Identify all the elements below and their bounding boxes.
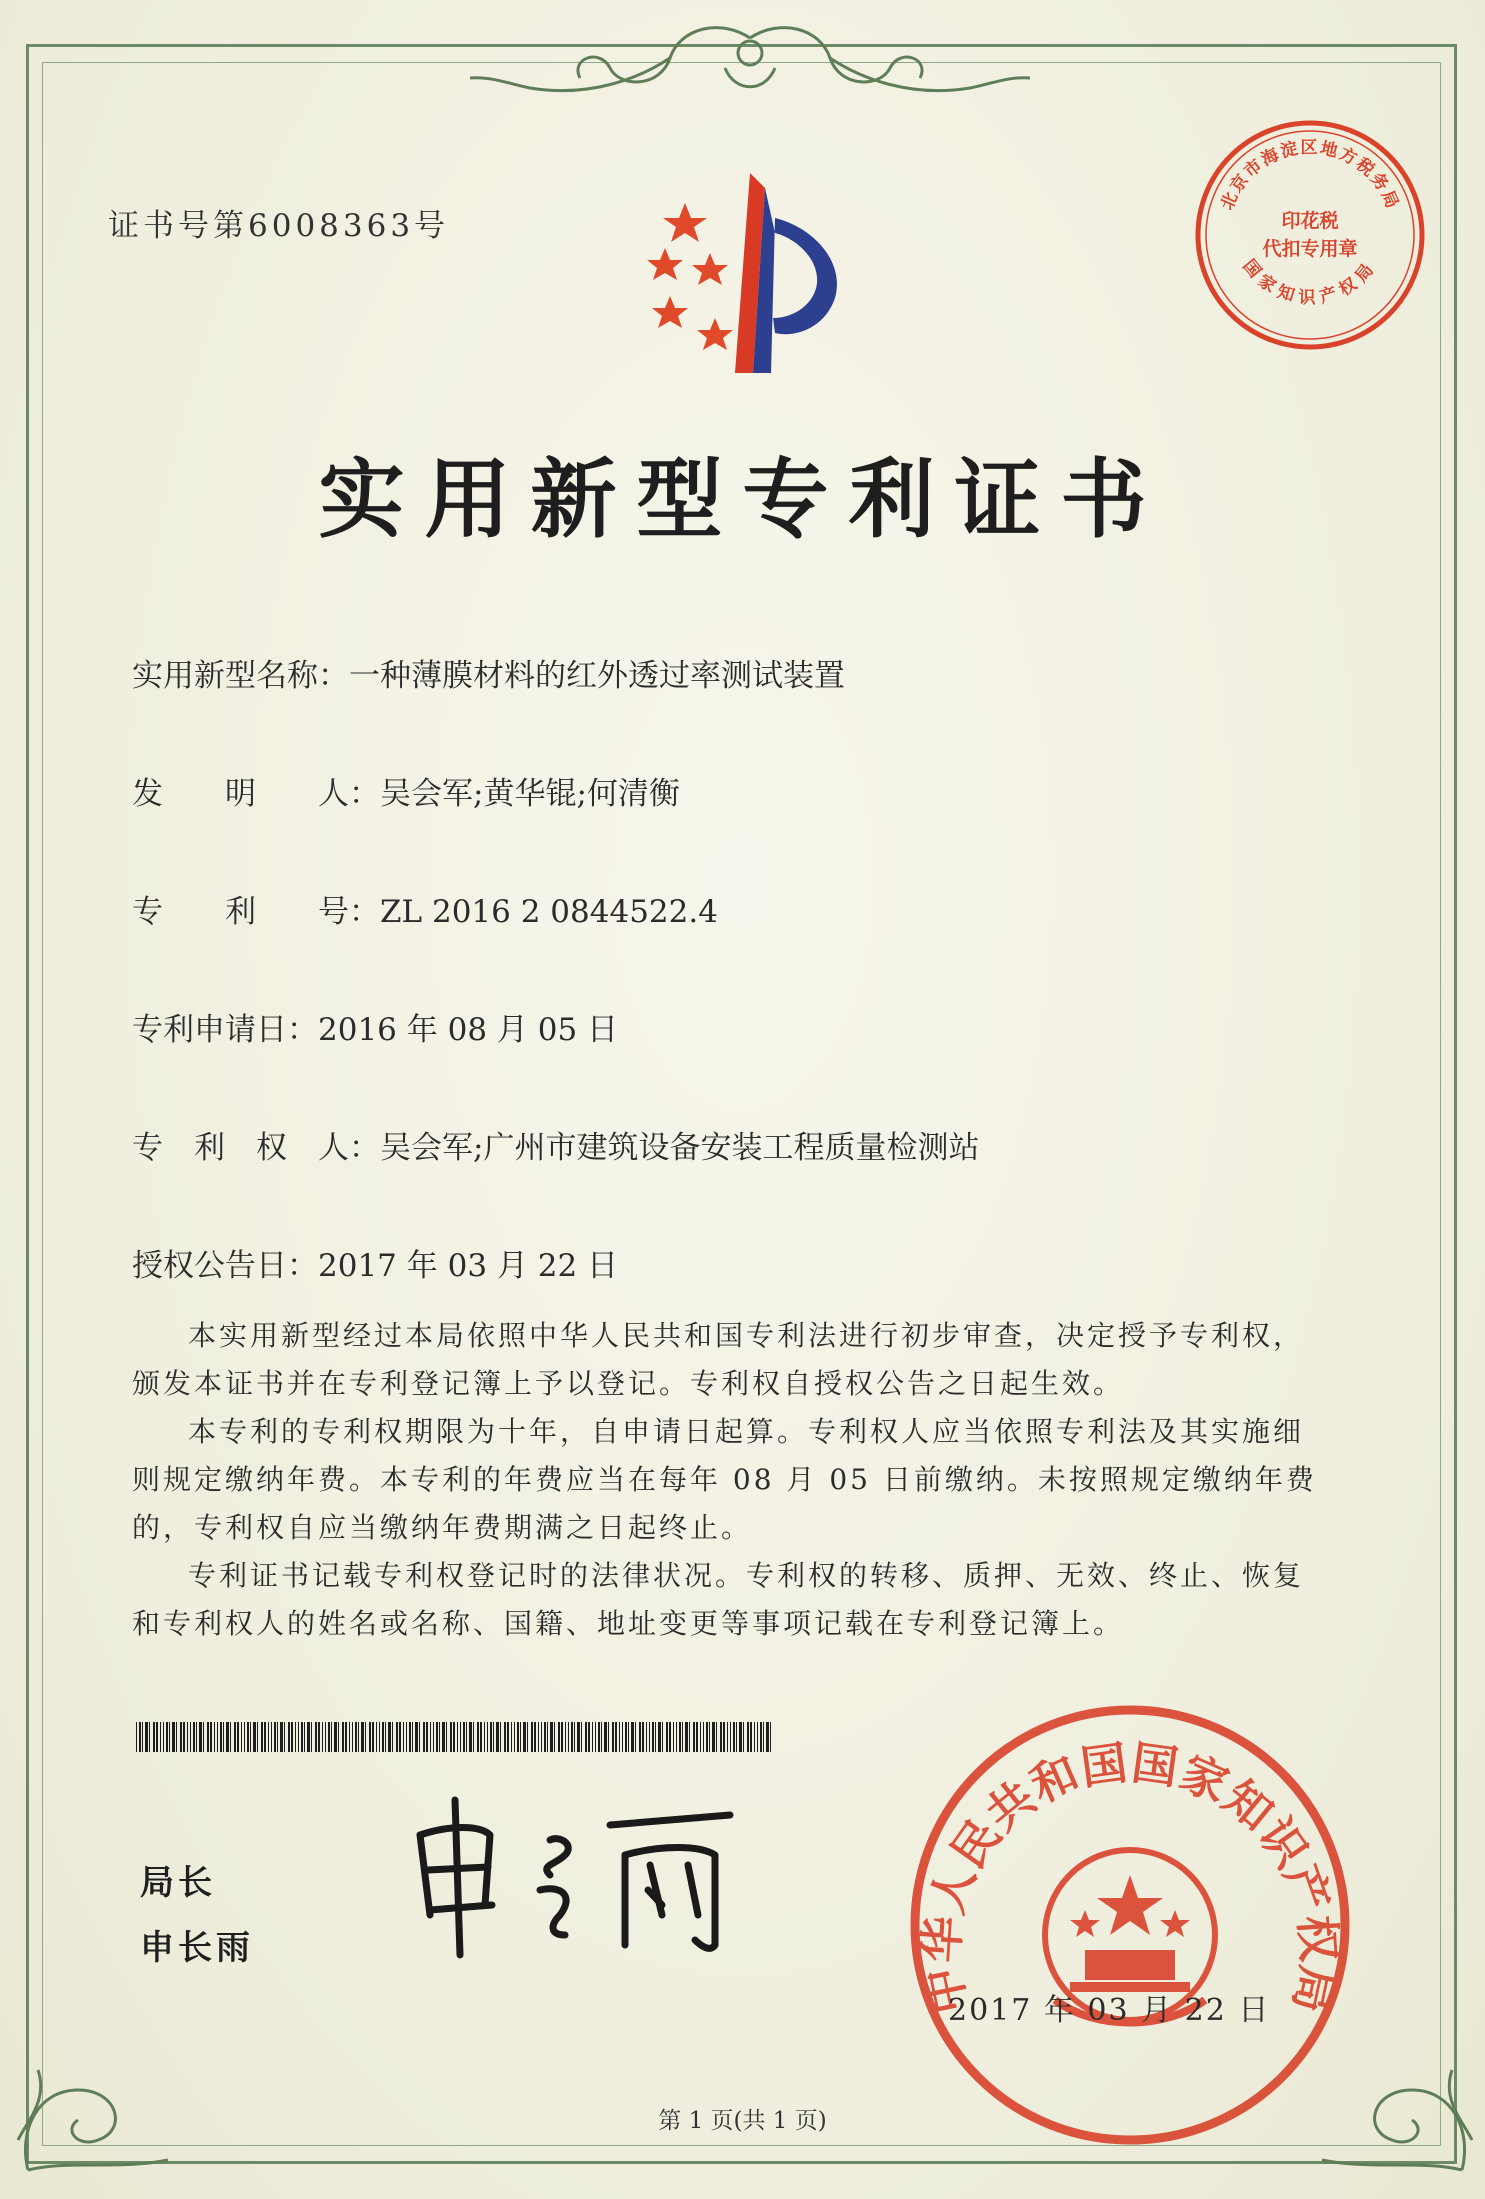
field-label: 专 利 号：: [132, 894, 380, 930]
svg-text:北京市海淀区地方税务局: 北京市海淀区地方税务局: [1217, 137, 1403, 213]
cnipa-logo-icon: [625, 168, 875, 383]
svg-text:印花税: 印花税: [1281, 210, 1339, 232]
field-label: 发 明 人：: [132, 776, 380, 812]
field-label: 专 利 权 人：: [132, 1130, 380, 1166]
certificate-number: 证书号第6008363号: [108, 208, 450, 244]
field-filing-date: [132, 1004, 618, 1049]
field-label: 实用新型名称：: [132, 658, 349, 694]
field-value: 2017 年 03 月 22 日: [318, 1248, 619, 1284]
body-paragraph: 本专利的专利权期限为十年，自申请日起算。专利权人应当依照专利法及其实施细则规定缴纳年费。本专利的年费应当在每年 08 月 05 日前缴纳。未按照规定缴纳年费的，专利权自应当缴纳年费期满之日起终止。: [132, 1415, 1317, 1544]
director-signature-icon: [400, 1795, 760, 1965]
field-value: 2016 年 08 月 05 日: [318, 1012, 619, 1048]
top-ornament: [470, 18, 1030, 118]
svg-text:国家知识产权局: 国家知识产权局: [1238, 255, 1382, 308]
barcode-icon: [136, 1722, 776, 1752]
issue-date: 2017 年 03 月 22 日: [948, 1993, 1271, 2028]
director-name: 申长雨: [140, 1928, 254, 1968]
svg-text:代扣专用章: 代扣专用章: [1262, 238, 1358, 260]
field-value: ZL 2016 2 0844522.4: [380, 894, 718, 930]
svg-text:中华人民共和国国家知识产权局: 中华人民共和国国家知识产权局: [913, 1735, 1347, 2019]
field-label: 授权公告日：: [132, 1248, 318, 1284]
field-inventor: [132, 768, 680, 813]
field-value: 一种薄膜材料的红外透过率测试装置: [349, 658, 845, 694]
field-value: 吴会军;广州市建筑设备安装工程质量检测站: [380, 1130, 980, 1166]
certificate-title: 实用新型专利证书: [318, 450, 1167, 550]
stamp-duty-seal: [1190, 115, 1430, 355]
field-patent-number: [132, 886, 718, 931]
body-paragraph: 本实用新型经过本局依照中华人民共和国专利法进行初步审查，决定授予专利权，颁发本证书并在专利登记簿上予以登记。专利权自授权公告之日起生效。: [132, 1319, 1305, 1400]
certificate-body: [132, 1312, 1332, 1648]
cnipa-official-seal: [905, 1700, 1355, 2150]
page-number: 第 1 页(共 1 页): [658, 2108, 827, 2134]
field-grant-date: [132, 1240, 618, 1285]
field-utility-model-name: [132, 650, 845, 695]
field-label: 专利申请日：: [132, 1012, 318, 1048]
field-patentee: [132, 1122, 979, 1167]
director-title: 局长: [140, 1863, 216, 1903]
body-paragraph: 专利证书记载专利权登记时的法律状况。专利权的转移、质押、无效、终止、恢复和专利权人的姓名或名称、国籍、地址变更等事项记载在专利登记簿上。: [132, 1559, 1305, 1640]
field-value: 吴会军;黄华锟;何清衡: [380, 776, 680, 812]
